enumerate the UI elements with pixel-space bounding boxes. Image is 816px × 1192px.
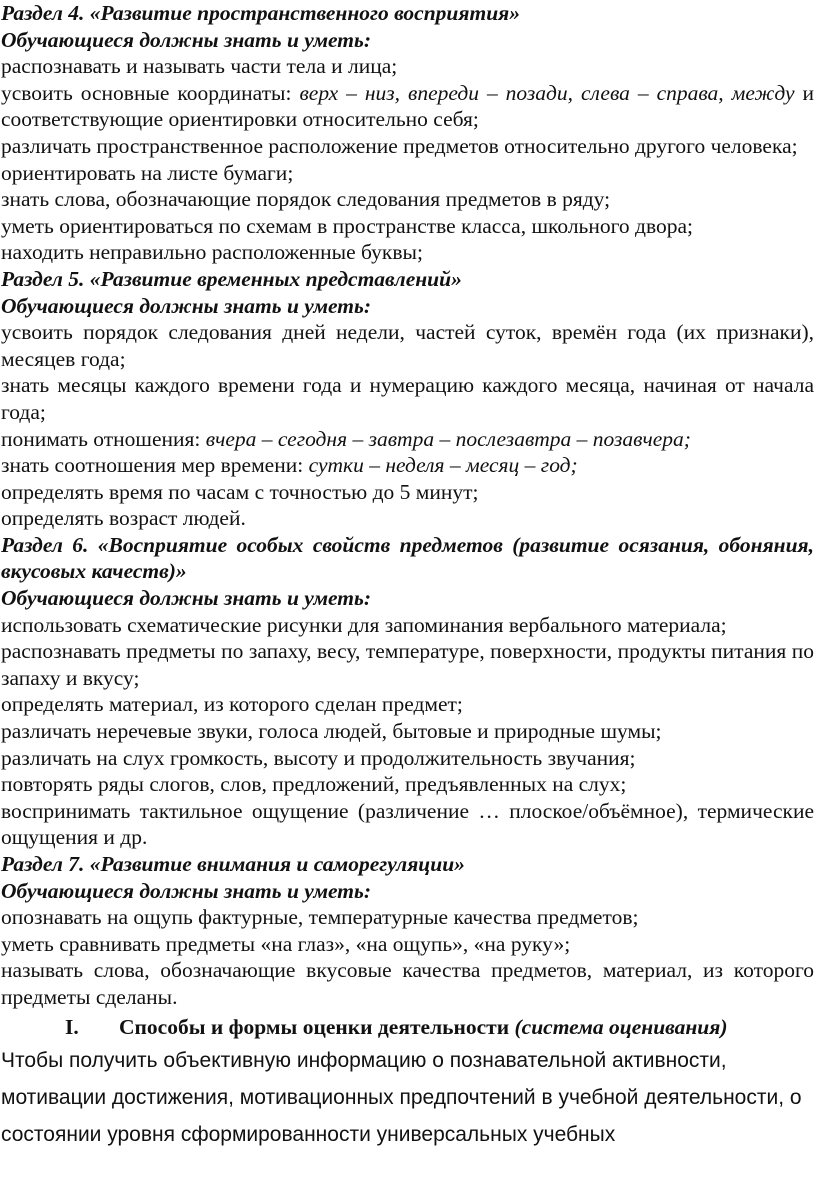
list-item: усвоить порядок следования дней недели, частей суток, времён года (их признаки), месяцев года;: [1, 320, 814, 371]
list-item: усвоить основные координаты: верх – низ, впереди – позади, слева – справа, между и соответствующие ориентировки относительно себя;: [1, 80, 814, 132]
section-i-number: I.: [65, 1014, 79, 1039]
section-6-subheading: Обучающиеся должны знать и уметь:: [1, 586, 372, 611]
section-4-heading: Раздел 4. «Развитие пространственного восприятия»: [1, 1, 520, 25]
section-6-heading: Раздел 6. «Восприятие особых свойств предметов (развитие осязания, обоняния, вкусовых качеств)»: [1, 532, 814, 584]
section-7-list: [1, 904, 814, 1010]
list-item: находить неправильно расположенные буквы;: [1, 240, 423, 265]
list-item: определять материал, из которого сделан предмет;: [1, 692, 463, 717]
section-i-title: Способы и формы оценки деятельности: [119, 1014, 515, 1039]
list-item: знать слова, обозначающие порядок следования предметов в ряду;: [1, 187, 611, 212]
list-item: использовать схематические рисунки для запоминания вербального материала;: [1, 612, 727, 637]
list-item: распознавать предметы по запаху, весу, температуре, поверхности, продукты питания по запаху и вкусу;: [1, 639, 814, 690]
list-item: распознавать и называть части тела и лица;: [1, 54, 398, 79]
section-5-list: [1, 319, 814, 532]
list-item: различать неречевые звуки, голоса людей, бытовые и природные шумы;: [1, 719, 662, 744]
section-6-list: [1, 612, 814, 851]
list-item: опознавать на ощупь фактурные, температурные качества предметов;: [1, 905, 639, 930]
list-item: уметь ориентироваться по схемам в пространстве класса, школьного двора;: [1, 213, 693, 238]
section-i-subtitle: (система оценивания): [514, 1014, 728, 1039]
list-item: определять время по часам с точностью до 5 минут;: [1, 479, 479, 504]
closing-paragraph: Чтобы получить объективную информацию о познавательной активности, мотивации достижения, мотивационных предпочтений в учебной деятельности, о состоянии уровня сформированности универсальных учебных: [1, 1048, 802, 1146]
section-4-list: [1, 53, 814, 266]
list-item: определять возраст людей.: [1, 506, 246, 531]
list-item: повторять ряды слогов, слов, предложений, предъявленных на слух;: [1, 772, 627, 797]
section-5-subheading: Обучающиеся должны знать и уметь:: [1, 293, 372, 318]
section-5-heading: Раздел 5. «Развитие временных представлений»: [1, 266, 462, 291]
list-item: различать на слух громкость, высоту и продолжительность звучания;: [1, 745, 636, 770]
section-4-subheading: Обучающиеся должны знать и уметь:: [1, 27, 372, 52]
section-i-heading: [1, 1012, 814, 1042]
section-7-heading: Раздел 7. «Развитие внимания и саморегуляции»: [1, 852, 465, 876]
list-item: различать пространственное расположение предметов относительно другого человека;: [1, 133, 798, 158]
list-item: знать месяцы каждого времени года и нумерацию каждого месяца, начиная от начала года;: [1, 373, 814, 424]
section-7-subheading: Обучающиеся должны знать и уметь:: [1, 878, 372, 903]
list-item: воспринимать тактильное ощущение (различение … плоское/объёмное), термические ощущения и др.: [1, 798, 814, 850]
list-item: ориентировать на листе бумаги;: [1, 160, 294, 185]
list-item: понимать отношения: вчера – сегодня – завтра – послезавтра – позавчера;: [1, 426, 691, 451]
list-item: уметь сравнивать предметы «на глаз», «на ощупь», «на руку»;: [1, 931, 571, 956]
list-item: знать соотношения мер времени: сутки – неделя – месяц – год;: [1, 453, 578, 478]
list-item: называть слова, обозначающие вкусовые качества предметов, материал, из которого предметы сделаны.: [1, 958, 814, 1009]
